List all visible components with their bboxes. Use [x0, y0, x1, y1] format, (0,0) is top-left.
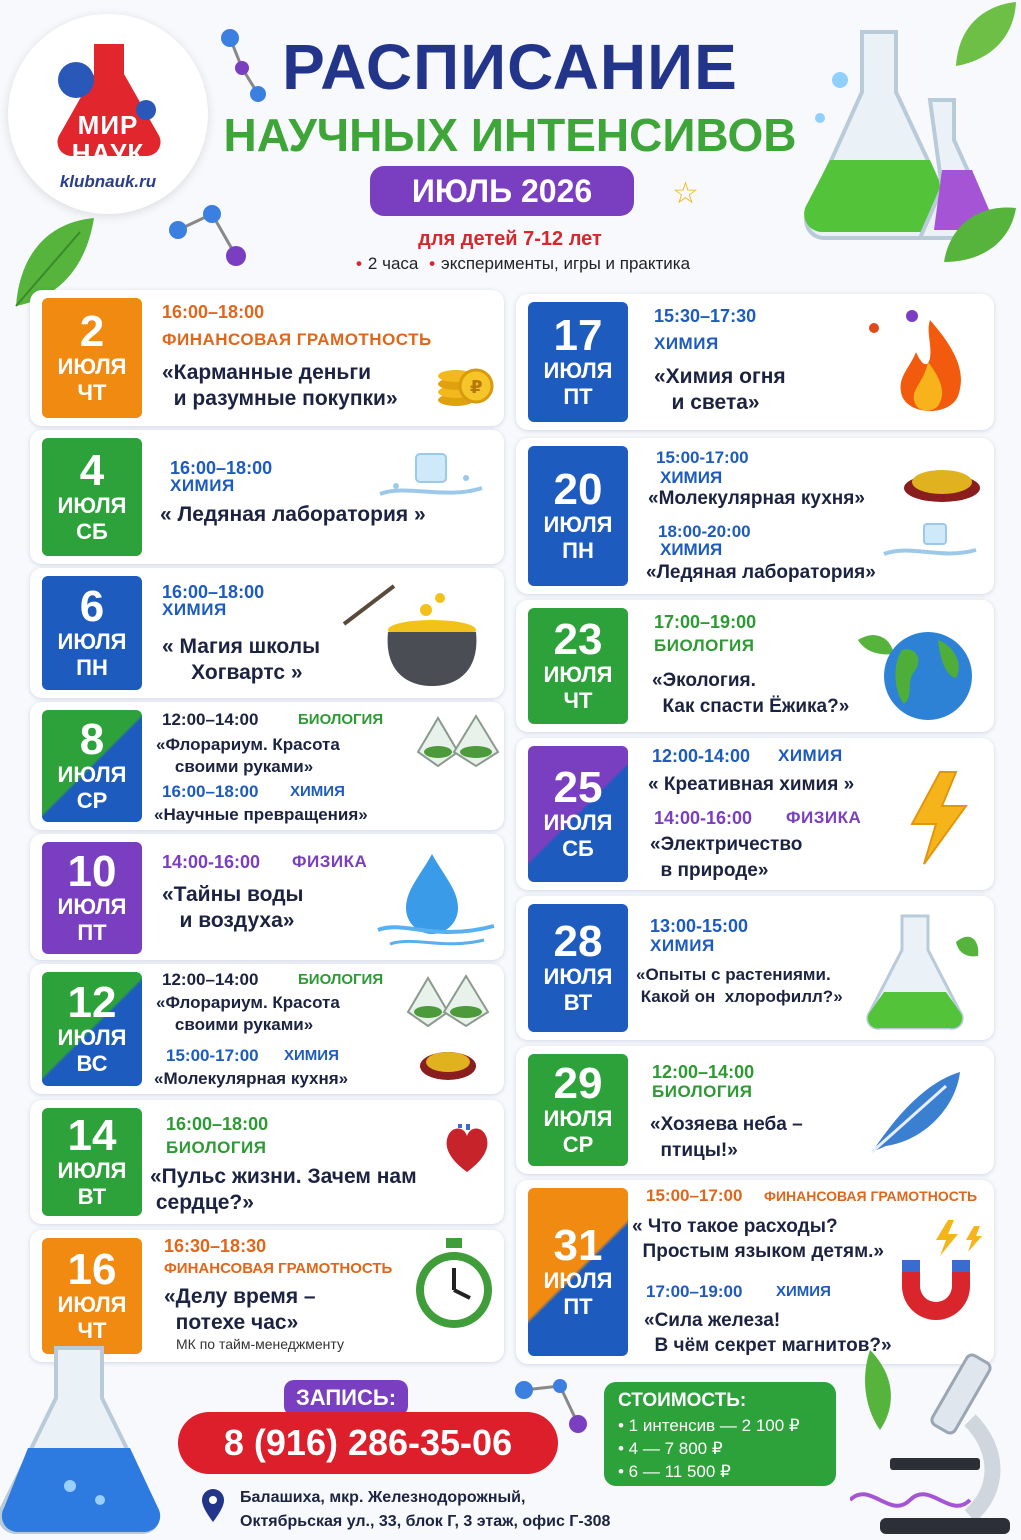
price-item: • 1 интенсив — 2 100 ₽: [618, 1416, 800, 1435]
event-subject: БИОЛОГИЯ: [298, 711, 384, 728]
feature-activities: эксперименты, игры и практика: [441, 254, 691, 273]
event-time: 12:00–14:00: [652, 1062, 755, 1082]
date-badge: [42, 972, 142, 1086]
date-day: 29: [553, 1059, 603, 1108]
event-note: МК по тайм-менеджменту: [176, 1336, 344, 1352]
date-day: 25: [553, 763, 603, 812]
event-subject: ХИМИЯ: [776, 1283, 831, 1300]
event-title: «Химия огня и света»: [654, 365, 786, 414]
event-time: 17:00–19:00: [654, 612, 757, 632]
event-subject: ФИЗИКА: [786, 808, 862, 827]
event-card[interactable]: [30, 1100, 504, 1224]
event-subject: ХИМИЯ: [660, 468, 723, 487]
florarium-icon: [404, 972, 494, 1028]
date-badge: [42, 438, 142, 556]
date-badge: [528, 1188, 628, 1356]
age-label: для детей 7-12 лет: [418, 228, 602, 250]
signup-label: ЗАПИСЬ:: [284, 1380, 408, 1416]
price-panel: [604, 1382, 836, 1486]
event-card[interactable]: [516, 1180, 994, 1364]
date-day: 4: [79, 446, 105, 495]
coins-icon: [434, 346, 494, 412]
ice-icon: [880, 520, 980, 564]
date-month: ИЮЛЯ: [57, 354, 127, 379]
date-weekday: ВТ: [563, 990, 593, 1015]
phone-number[interactable]: 8 (916) 286-35-06: [178, 1412, 558, 1474]
event-title: « Магия школы Хогвартс »: [162, 635, 321, 684]
event-time: 16:00–18:00: [170, 458, 273, 478]
microscope-icon: [850, 1340, 1020, 1540]
event-title: «Флорариум. Красота своими руками»: [156, 735, 340, 776]
date-badge: [42, 1108, 142, 1216]
event-time: 16:00–18:00: [166, 1114, 269, 1134]
page-title: РАСПИСАНИЕ: [282, 31, 738, 103]
svg-text:₽: ₽: [470, 377, 483, 398]
date-badge: [528, 608, 628, 724]
date-weekday: СР: [562, 1132, 594, 1157]
event-subject: ХИМИЯ: [290, 783, 345, 800]
event-subject: ХИМИЯ: [660, 540, 723, 559]
date-badge: [42, 842, 142, 954]
event-time: 13:00-15:00: [650, 916, 749, 936]
event-title: «Пульс жизни. Зачем нам сердце?»: [150, 1165, 417, 1214]
event-subject: ХИМИЯ: [170, 476, 235, 495]
date-weekday: СР: [76, 788, 108, 813]
date-weekday: ПТ: [563, 384, 593, 409]
date-weekday: СБ: [562, 836, 594, 861]
event-subject: ХИМИЯ: [778, 746, 843, 765]
date-day: 31: [553, 1221, 603, 1270]
date-day: 28: [553, 917, 603, 966]
date-day: 2: [79, 307, 105, 356]
event-time: 15:00-17:00: [166, 1046, 259, 1065]
event-title: «Опыты с растениями. Какой он хлорофилл?»: [636, 965, 843, 1006]
date-weekday: ЧТ: [563, 688, 593, 713]
event-title: «Хозяева неба – птицы!»: [650, 1114, 803, 1161]
event-time: 18:00-20:00: [658, 522, 751, 541]
date-day: 17: [553, 311, 603, 360]
event-title: « Ледяная лаборатория »: [160, 503, 426, 526]
event-card[interactable]: [516, 1046, 994, 1174]
event-time: 12:00-14:00: [652, 746, 751, 766]
heart-icon: [442, 1122, 492, 1176]
date-month: ИЮЛЯ: [543, 358, 613, 383]
molecule-icon: [160, 196, 250, 276]
date-weekday: ЧТ: [77, 380, 107, 405]
date-month: ИЮЛЯ: [57, 762, 127, 787]
star-icon: ☆: [672, 176, 699, 211]
lightning-icon: [900, 768, 980, 868]
event-title: «Карманные деньги и разумные покупки»: [162, 361, 398, 410]
feature-duration: 2 часа: [367, 254, 419, 273]
event-subject: ФИНАНСОВАЯ ГРАМОТНОСТЬ: [164, 1260, 393, 1277]
florarium-icon: [414, 712, 502, 768]
stopwatch-icon: [406, 1236, 502, 1332]
month-badge: ИЮЛЬ 2026: [370, 166, 634, 216]
event-card[interactable]: [30, 702, 504, 830]
event-title: «Делу время – потехе час»: [164, 1285, 316, 1334]
event-subject: БИОЛОГИЯ: [298, 971, 384, 988]
logo-site: klubnauk.ru: [59, 172, 157, 191]
date-month: ИЮЛЯ: [543, 512, 613, 537]
date-day: 8: [79, 715, 105, 764]
logo: [8, 14, 208, 214]
event-card[interactable]: [30, 834, 504, 960]
date-month: ИЮЛЯ: [57, 1158, 127, 1183]
date-badge: [528, 746, 628, 882]
event-card[interactable]: [30, 964, 504, 1094]
event-title: «Ледяная лаборатория»: [646, 562, 876, 583]
date-badge: [528, 446, 628, 586]
event-time: 14:00-16:00: [654, 808, 753, 828]
beaker-icon: [0, 1340, 170, 1540]
event-card[interactable]: [30, 568, 504, 698]
date-day: 20: [553, 465, 603, 514]
date-month: ИЮЛЯ: [57, 629, 127, 654]
date-month: ИЮЛЯ: [57, 894, 127, 919]
price-item: • 6 — 11 500 ₽: [618, 1462, 731, 1481]
event-time: 17:00–19:00: [646, 1282, 743, 1301]
event-card[interactable]: [516, 600, 994, 732]
date-weekday: ПТ: [563, 1294, 593, 1319]
date-day: 10: [67, 847, 117, 896]
date-month: ИЮЛЯ: [57, 1025, 127, 1050]
date-weekday: ВС: [76, 1051, 108, 1076]
event-time: 12:00–14:00: [162, 710, 259, 729]
event-card[interactable]: [516, 438, 994, 594]
event-time: 16:00–18:00: [162, 782, 259, 801]
event-title: « Креативная химия »: [648, 774, 855, 795]
address-line: Октябрьская ул., 33, блок Г, 3 этаж, офис Г-308: [240, 1513, 611, 1530]
event-subject: ХИМИЯ: [284, 1047, 339, 1064]
event-title: «Экология. Как спасти Ёжика?»: [652, 670, 850, 717]
fire-icon: [866, 308, 976, 422]
date-weekday: ЧТ: [77, 1318, 107, 1343]
date-month: ИЮЛЯ: [543, 1106, 613, 1131]
logo-word-top: МИР: [77, 110, 139, 140]
features-line: • 2 часа • эксперименты, игры и практика: [355, 254, 691, 273]
date-weekday: ПН: [76, 655, 108, 680]
plant-flask-icon: [862, 912, 982, 1032]
date-badge: [42, 576, 142, 690]
water-drop-icon: [374, 850, 498, 950]
date-badge: [42, 298, 142, 418]
address: [240, 1486, 700, 1534]
event-title: «Сила железа! В чём секрет магнитов?»: [644, 1310, 892, 1356]
date-month: ИЮЛЯ: [57, 493, 127, 518]
event-subject: ФИНАНСОВАЯ ГРАМОТНОСТЬ: [764, 1188, 978, 1204]
event-subject: БИОЛОГИЯ: [654, 636, 755, 655]
date-month: ИЮЛЯ: [543, 1268, 613, 1293]
food-icon: [902, 464, 984, 504]
event-subject: БИОЛОГИЯ: [166, 1138, 267, 1157]
date-badge: [42, 710, 142, 822]
leaf-icon: [940, 200, 1020, 270]
event-subject: ХИМИЯ: [650, 936, 715, 955]
earth-icon: [854, 620, 978, 724]
date-day: 14: [67, 1111, 117, 1160]
event-card[interactable]: [516, 294, 994, 430]
magnet-icon: [892, 1216, 988, 1336]
date-weekday: ВТ: [77, 1184, 107, 1209]
logo-word-bottom: НАУК: [71, 138, 145, 168]
event-title: «Научные превращения»: [154, 805, 368, 824]
event-subject: ФИЗИКА: [292, 852, 368, 871]
event-title: « Что такое расходы? Простым языком детям.»: [632, 1216, 884, 1262]
event-time: 16:00–18:00: [162, 302, 265, 322]
feather-icon: [866, 1066, 966, 1156]
event-title: «Молекулярная кухня»: [648, 488, 865, 509]
date-day: 16: [67, 1245, 117, 1294]
cauldron-icon: [340, 580, 500, 688]
date-month: ИЮЛЯ: [57, 1292, 127, 1317]
price-title: СТОИМОСТЬ:: [618, 1390, 747, 1411]
event-card[interactable]: [516, 738, 994, 890]
address-line: Балашиха, мкр. Железнодорожный,: [240, 1489, 526, 1506]
date-day: 12: [67, 978, 117, 1027]
event-title: «Электричество в природе»: [650, 834, 803, 881]
date-badge: [528, 904, 628, 1032]
date-weekday: СБ: [76, 519, 108, 544]
event-subject: ФИНАНСОВАЯ ГРАМОТНОСТЬ: [162, 330, 432, 349]
event-card[interactable]: [30, 430, 504, 564]
date-month: ИЮЛЯ: [543, 810, 613, 835]
location-pin-icon: [200, 1488, 226, 1524]
date-month: ИЮЛЯ: [543, 964, 613, 989]
event-title: «Молекулярная кухня»: [154, 1069, 349, 1088]
event-card[interactable]: [516, 896, 994, 1040]
event-subject: ХИМИЯ: [654, 334, 719, 353]
date-badge: [528, 1054, 628, 1166]
date-day: 23: [553, 615, 603, 664]
event-time: 14:00-16:00: [162, 852, 261, 872]
event-time: 12:00–14:00: [162, 970, 259, 989]
date-weekday: ПТ: [77, 920, 107, 945]
price-item: • 4 — 7 800 ₽: [618, 1439, 723, 1458]
event-subject: ХИМИЯ: [162, 600, 227, 619]
date-month: ИЮЛЯ: [543, 662, 613, 687]
ice-icon: [376, 448, 486, 504]
date-weekday: ПН: [562, 538, 594, 563]
event-title: «Флорариум. Красота своими руками»: [156, 993, 340, 1034]
food-icon: [418, 1044, 478, 1084]
event-time: 16:00–18:00: [162, 582, 265, 602]
leaf-icon: [950, 0, 1020, 70]
event-subject: БИОЛОГИЯ: [652, 1082, 753, 1101]
date-badge: [42, 1238, 142, 1354]
date-day: 6: [79, 582, 105, 631]
event-time: 15:00–17:00: [646, 1186, 743, 1205]
date-badge: [528, 302, 628, 422]
page-subtitle: НАУЧНЫХ ИНТЕНСИВОВ: [223, 109, 797, 161]
event-card[interactable]: [30, 290, 504, 426]
event-time: 15:00-17:00: [656, 448, 749, 467]
event-time: 15:30–17:30: [654, 306, 757, 326]
event-time: 16:30–18:30: [164, 1236, 267, 1256]
event-title: «Тайны воды и воздуха»: [162, 883, 304, 932]
